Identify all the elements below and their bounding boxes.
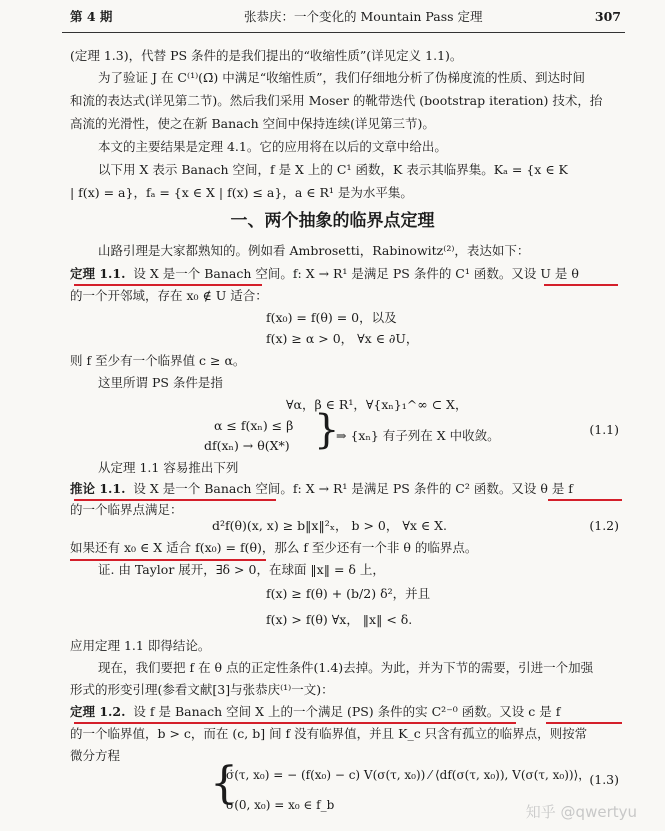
corollary-1-1-conclusion: 如果还有 x₀ ∈ X 适合 f(x₀) = f(θ)，那么 f 至少还有一个非 θ 的临界点。 (70, 540, 478, 555)
issue-number: 第 4 期 (70, 9, 113, 24)
corollary-1-1-label: 推论 1.1. (70, 481, 126, 496)
highlight-underline (74, 722, 516, 724)
theorem-1-2 (70, 704, 621, 719)
highlight-underline (544, 284, 618, 286)
mountain-pass-intro: 山路引理是大家都熟知的。例如看 Ambrosetti，Rabinowitz⁽²⁾，表达如下： (98, 243, 530, 258)
theorem-1-2-label: 定理 1.2. (70, 704, 126, 719)
intro-line-3: 和流的表达式(详见第二节)。然后我们采用 Moser 的靴带迭代 (bootstrap iteration) 技术，抬 (70, 93, 603, 108)
theorem-1-1-continued: 的一个开邻域，存在 x₀ ∉ U 适合： (70, 288, 268, 303)
ode-intro: 微分方程 (70, 748, 121, 763)
running-title: 张恭庆：一个变化的 Mountain Pass 定理 (244, 9, 483, 24)
theorem-1-1-conclusion: 则 f 至少有一个临界值 c ≥ α。 (70, 353, 246, 368)
theorem-1-2-text: 设 f 是 Banach 空间 X 上的一个满足 (PS) 条件的实 C²⁻⁰ 函数。又设 c 是 f (133, 704, 561, 719)
proof-inequality-2: f(x) > f(θ) ∀x， ‖x‖ < δ. (266, 612, 413, 627)
deformation-intro-1: 现在，我们要把 f 在 θ 点的正定性条件(1.4)去掉。为此，并为下节的需要，引进一个加强 (98, 660, 594, 675)
ode-initial-condition: σ(0, x₀) = x₀ ∈ f_b (226, 798, 335, 812)
intro-line-7: | f(x) = a}，fₐ = {x ∈ X | f(x) ≤ a}，a ∈ R¹ 是为水平集。 (70, 185, 413, 200)
page-number: 307 (594, 9, 621, 24)
corollary-1-1 (70, 481, 621, 496)
equation-number-1-1: (1.1) (589, 422, 619, 437)
proof-line-1: 证. 由 Taylor 展开，∃δ > 0，在球面 ‖x‖ = δ 上， (98, 562, 385, 577)
highlight-underline (74, 284, 262, 286)
theorem-1-2-continued: 的一个临界值，b > c，而在 (c, b] 间 f 没有临界值，并且 K_c 只含有孤立的临界点，则按常 (70, 726, 588, 741)
ps-intro: 这里所谓 PS 条件是指 (98, 375, 223, 390)
page-header (70, 9, 621, 27)
equation-fx0: f(x₀) = f(θ) = 0，以及 (266, 310, 397, 325)
watermark: 知乎 @qwertyu (525, 803, 637, 821)
right-brace: } (314, 407, 340, 453)
highlight-underline (74, 499, 276, 501)
highlight-underline (70, 559, 266, 561)
intro-line-5: 本文的主要结果是定理 4.1。它的应用将在以后的文章中给出。 (98, 139, 447, 154)
corollary-1-1-continued: 的一个临界点满足： (70, 502, 183, 517)
ps-result: ⇒ {xₙ} 有子列在 X 中收敛。 (336, 428, 500, 443)
section-title: 一、两个抽象的临界点定理 (230, 211, 435, 231)
ps-condition-1: α ≤ f(xₙ) ≤ β (214, 418, 294, 433)
equation-number-1-3: (1.3) (589, 772, 619, 787)
intro-line-1: (定理 1.3)，代替 PS 条件的是我们提出的“收缩性质”(详见定义 1.1)。 (70, 48, 463, 63)
equation-number-1-2: (1.2) (589, 518, 619, 533)
corollary-intro: 从定理 1.1 容易推出下列 (98, 460, 239, 475)
apply-theorem: 应用定理 1.1 即得结论。 (70, 638, 211, 653)
theorem-1-1-text: 设 X 是一个 Banach 空间。f: X → R¹ 是满足 PS 条件的 C¹ 函数。又设 U 是 θ (133, 266, 579, 281)
theorem-1-1 (70, 266, 621, 281)
equation-boundary: f(x) ≥ α > 0， ∀x ∈ ∂U， (266, 331, 419, 346)
ps-condition-2: df(xₙ) → θ(X*) (204, 438, 290, 453)
left-brace: { (210, 758, 238, 809)
proof-inequality-1: f(x) ≥ f(θ) + (b/2) δ²，并且 (266, 586, 431, 601)
header-rule (62, 32, 625, 33)
deformation-intro-2: 形式的形变引理(参看文献[3]与张恭庆⁽¹⁾一文)： (70, 682, 334, 697)
highlight-underline (546, 722, 622, 724)
ps-forall: ∀α，β ∈ R¹，∀{xₙ}₁^∞ ⊂ X， (286, 397, 468, 412)
intro-line-2: 为了验证 J 在 C⁽¹⁾(Ω̄) 中满足“收缩性质”，我们仔细地分析了伪梯度流的性质、到达时间 (98, 70, 586, 85)
intro-line-4: 高流的光滑性，使之在新 Banach 空间中保持连续(详见第三节)。 (70, 116, 435, 131)
ode-equation: σ̇(τ, x₀) = − (f(x₀) − c) V(σ(τ, x₀)) ⁄ ⟨df(σ(τ, x₀)), V(σ(τ, x₀))⟩， (226, 768, 591, 782)
highlight-underline (548, 499, 622, 501)
intro-line-6: 以下用 X 表示 Banach 空间，f 是 X 上的 C¹ 函数，K 表示其临界集。Kₐ = {x ∈ K (98, 162, 568, 177)
theorem-1-1-label: 定理 1.1. (70, 266, 126, 281)
equation-second-derivative: d²f(θ)(x, x) ≥ b‖x‖²ₓ， b > 0， ∀x ∈ X. (212, 518, 447, 533)
corollary-1-1-text: 设 X 是一个 Banach 空间。f: X → R¹ 是满足 PS 条件的 C² 函数。又设 θ 是 f (133, 481, 573, 496)
